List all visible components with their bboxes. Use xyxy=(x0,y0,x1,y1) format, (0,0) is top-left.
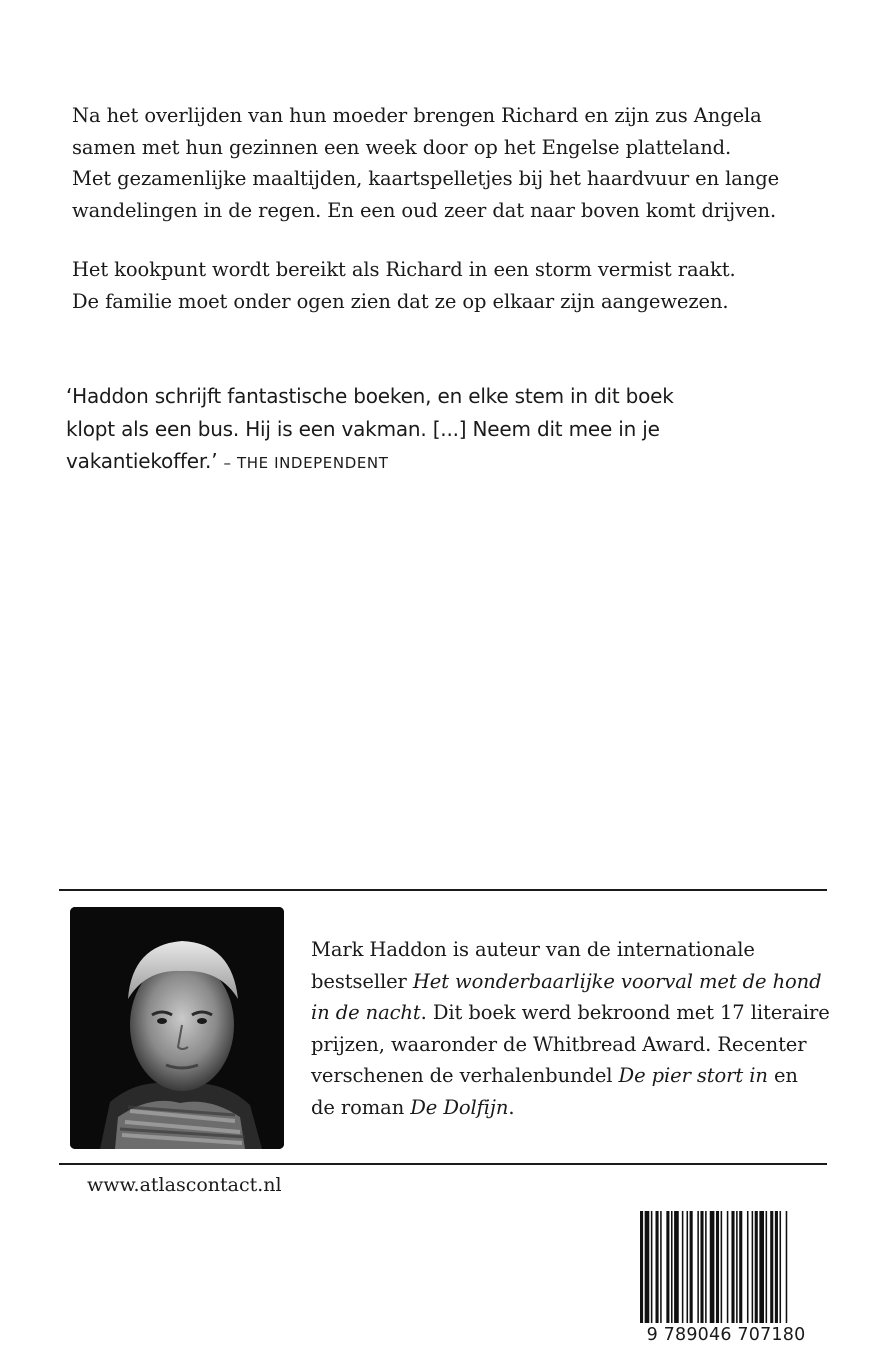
quote-text: vakantiekoffer.’ xyxy=(66,449,218,473)
blurb-line: wandelingen in de regen. En een oud zeer dat naar boven komt drijven. xyxy=(72,198,777,222)
bio-line xyxy=(311,997,831,1029)
blurb-paragraph-1 xyxy=(72,100,832,226)
bio-text: . Dit boek werd bekroond met 17 literaire xyxy=(420,1001,830,1024)
book-title: De Dolfijn xyxy=(410,1095,509,1119)
divider-bottom xyxy=(59,1163,827,1165)
blurb-line: De familie moet onder ogen zien dat ze op elkaar zijn aangewezen. xyxy=(72,289,729,313)
blurb-line: Het kookpunt wordt bereikt als Richard in een storm vermist raakt. xyxy=(72,258,736,281)
bio-line xyxy=(311,1092,831,1124)
blurb xyxy=(72,100,832,317)
blurb-line: Na het overlijden van hun moeder brengen Richard en zijn zus Angela xyxy=(72,104,762,127)
bio-line: Mark Haddon is auteur van de internationale xyxy=(311,938,755,961)
book-title: Het wonderbaarlijke voorval met de hond xyxy=(412,969,822,993)
quote-line-last xyxy=(66,445,826,480)
isbn-barcode xyxy=(628,1211,824,1351)
quote-source: – THE INDEPENDENT xyxy=(223,454,389,472)
blurb-paragraph-2 xyxy=(72,254,832,317)
bio-line: prijzen, waaronder de Whitbread Award. Recenter xyxy=(311,1032,807,1056)
bio-text: . xyxy=(508,1095,515,1119)
author-photo xyxy=(70,907,284,1149)
publisher-website[interactable]: www.atlascontact.nl xyxy=(87,1174,282,1196)
book-title: in de nacht xyxy=(311,1001,421,1024)
bio-text: bestseller xyxy=(311,969,413,993)
press-quote xyxy=(66,380,826,480)
book-title: De pier stort in xyxy=(618,1064,768,1087)
isbn-number: 9 789046 707180 xyxy=(646,1325,806,1345)
bio-text: en xyxy=(767,1064,798,1087)
quote-line: klopt als een bus. Hij is een vakman. [...] Neem dit mee in je xyxy=(66,416,660,441)
blurb-line: Met gezamenlijke maaltijden, kaartspelletjes bij het haardvuur en lange xyxy=(72,167,780,190)
bio-line xyxy=(311,1060,831,1092)
author-portrait-image xyxy=(70,907,284,1149)
barcode-bars xyxy=(628,1211,824,1323)
bio-text: verschenen de verhalenbundel xyxy=(311,1064,619,1087)
bio-text: de roman xyxy=(311,1095,411,1119)
divider-top xyxy=(59,889,827,891)
bio-line xyxy=(311,966,831,998)
author-bio xyxy=(311,934,831,1123)
quote-line: ‘Haddon schrijft fantastische boeken, en elke stem in dit boek xyxy=(66,384,674,408)
blurb-line: samen met hun gezinnen een week door op het Engelse platteland. xyxy=(72,135,732,159)
